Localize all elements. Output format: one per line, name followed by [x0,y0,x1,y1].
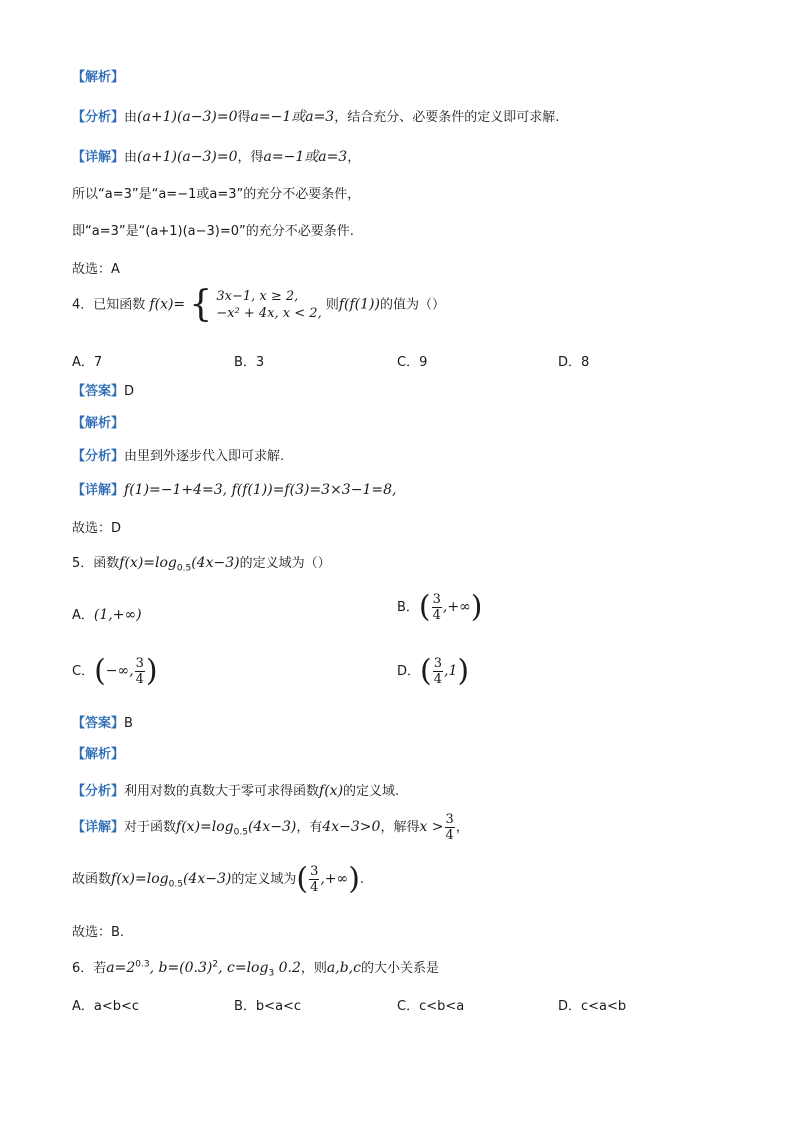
q6-option-d: D．c<a<b [558,999,627,1014]
q4-option-a: A．7 [72,355,103,370]
q3-analysis: 【分析】由(a+1)(a−3)=0得a=−1或a=3，结合充分、必要条件的定义即可求解. [72,109,560,125]
q5-answer-key: 【答案】B [72,716,133,731]
piecewise-brace: { [189,284,213,325]
q5-analysis: 【分析】利用对数的真数大于零可求得函数f(x)的定义域. [72,783,400,799]
q5-option-d: D．( $\frac{3}{4}$ ,1) [397,653,470,689]
piecewise-cases: 3x−1, x ≥ 2, −x² + 4x, x < 2, [216,289,322,321]
q6-stem: 6．若$a=2^{0.3}$, $b=(0.3)^2$, $c=\log_3$ 0.2，则a,b,c的大小关系是 [72,959,439,979]
q5-option-c: C．(−∞, $\frac{3}{4}$ ) [72,653,158,689]
q4-option-d: D．8 [558,355,590,370]
q5-option-b: B．( $\frac{3}{4}$ ,+∞) [397,589,483,625]
q4-answer-key: 【答案】D [72,384,135,399]
q5-stem: 5．函数$f(x)=\log_{0.5}(4x-3)$的定义域为（） [72,555,331,574]
q4-stem: 4．已知函数 f(x)= { 3x−1, x ≥ 2, −x² + 4x, x < 2, 则f(f(1))的值为（） [72,284,445,325]
q3-detail-line1: 所以“a=3”是“a=−1或a=3”的充分不必要条件， [72,187,361,202]
q6-option-c: C．c<b<a [397,999,465,1014]
q3-detail-line2: 即“a=3”是“(a+1)(a−3)=0”的充分不必要条件. [72,224,354,239]
q5-jiexi-heading: 【解析】 [72,747,125,762]
q4-option-c: C．9 [397,355,428,370]
q4-analysis: 【分析】由里到外逐步代入即可求解. [72,449,285,464]
q4-jiexi-heading: 【解析】 [72,416,125,431]
q4-detail: 【详解】f(1)=−1+4=3, f(f(1))=f(3)=3×3−1=8, [72,482,397,498]
q5-conclusion: 故函数$f(x)=\log_{0.5}(4x-3)$的定义域为( $\frac{3}{4}$ ,+∞). [72,861,365,897]
q3-detail: 【详解】由(a+1)(a−3)=0，得a=−1或a=3， [72,149,361,165]
q5-option-a: A．(1,+∞) [72,607,142,623]
q5-detail: 【详解】对于函数$f(x)=\log_{0.5}(4x-3)$，有4x−3>0，解得x > $\frac{3}{4}$ ， [72,812,469,843]
q5-answer: 故选：B. [72,925,125,940]
q3-jiexi-heading: 【解析】 [72,70,125,85]
q6-option-a: A．a<b<c [72,999,140,1014]
q3-answer: 故选：A [72,262,120,277]
q6-option-b: B．b<a<c [234,999,302,1014]
q4-answer: 故选：D [72,521,122,536]
q4-option-b: B．3 [234,355,265,370]
